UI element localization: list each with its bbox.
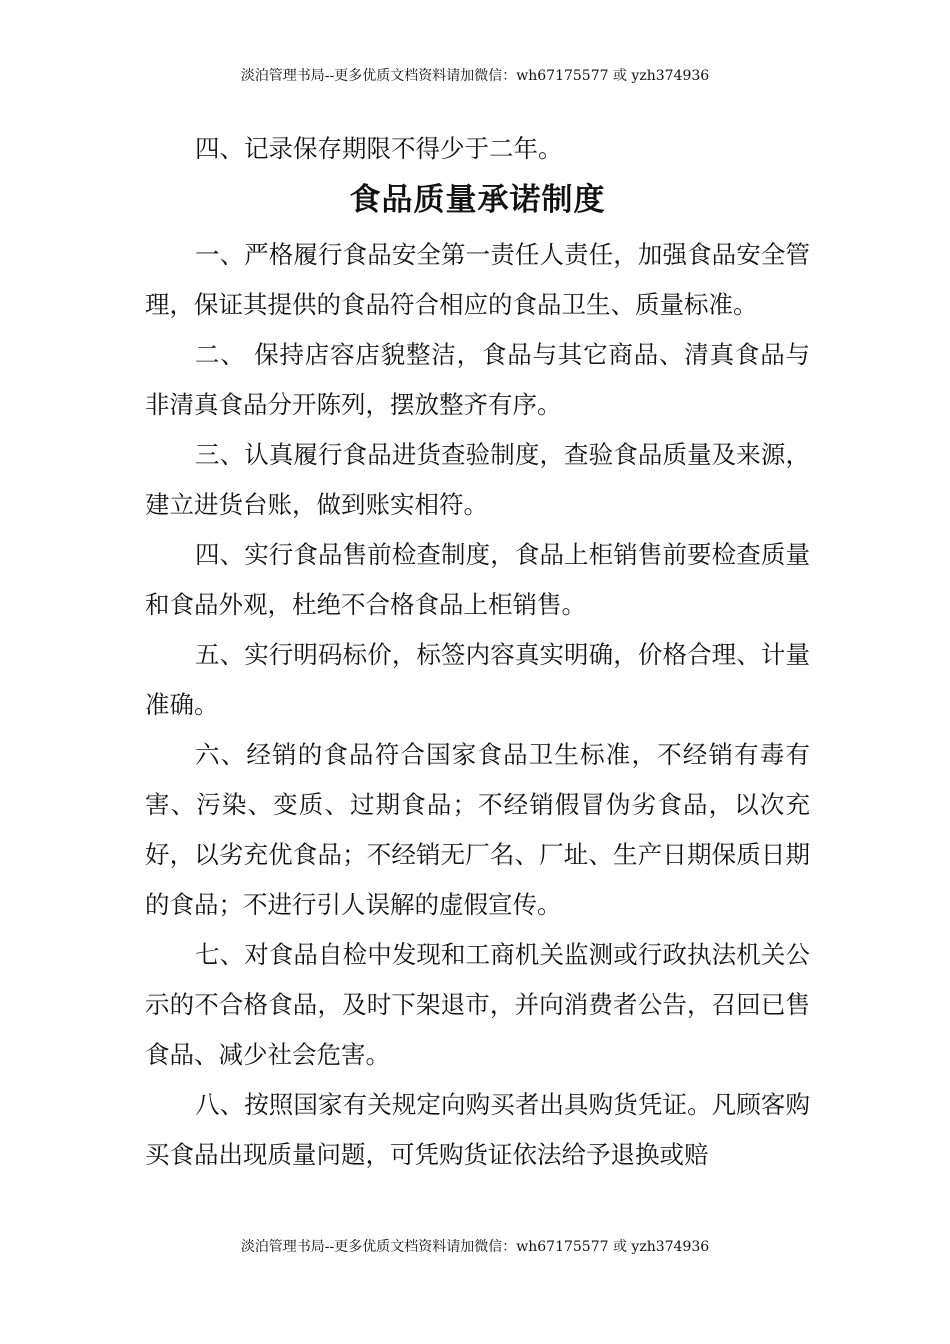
paragraph-6: 六、经销的食品符合国家食品卫生标准，不经销有毒有害、污染、变质、过期食品；不经销假冒伪劣食品，以次充好，以劣充优食品；不经销无厂名、厂址、生产日期保质日期的食品；不进行引人误解的虚假宣传。	[145, 740, 810, 919]
document-title: 食品质量承诺制度	[349, 182, 606, 218]
paragraph-3: 三、认真履行食品进货查验制度，查验食品质量及来源，建立进货台账，做到账实相符。	[145, 440, 810, 519]
document-body	[145, 124, 810, 1180]
page-header-watermark: 淡泊管理书局--更多优质文档资料请加微信：wh67175577 或 yzh374936	[240, 68, 710, 84]
paragraph-8: 八、按照国家有关规定向购买者出具购货凭证。凡顾客购买食品出现质量问题，可凭购货证依法给予退换或赔	[145, 1090, 810, 1169]
leading-line: 四、记录保存期限不得少于二年。	[195, 134, 563, 163]
paragraph-1: 一、严格履行食品安全第一责任人责任，加强食品安全管理，保证其提供的食品符合相应的食品卫生、质量标准。	[145, 240, 810, 319]
paragraph-4: 四、实行食品售前检查制度，食品上柜销售前要检查质量和食品外观，杜绝不合格食品上柜销售。	[145, 540, 810, 619]
page-footer-watermark: 淡泊管理书局--更多优质文档资料请加微信：wh67175577 或 yzh374936	[240, 1239, 710, 1255]
paragraph-7: 七、对食品自检中发现和工商机关监测或行政执法机关公示的不合格食品，及时下架退市，并向消费者公告，召回已售食品、减少社会危害。	[145, 940, 810, 1069]
paragraph-2: 二、 保持店容店貌整洁，食品与其它商品、清真食品与非清真食品分开陈列，摆放整齐有序。	[145, 340, 810, 419]
paragraph-5: 五、实行明码标价，标签内容真实明确，价格合理、计量准确。	[145, 640, 810, 719]
